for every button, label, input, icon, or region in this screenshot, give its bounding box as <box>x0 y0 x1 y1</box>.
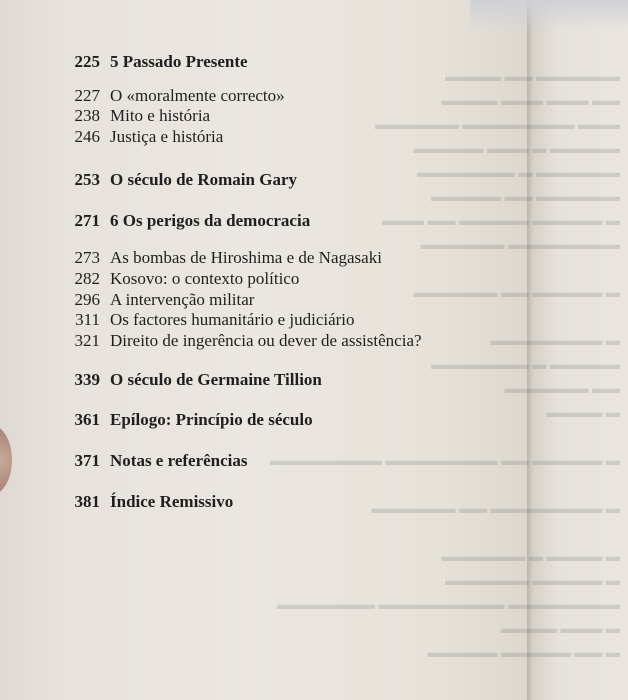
toc-page-number: 321 <box>74 331 100 350</box>
toc-title: Índice Remissivo <box>110 492 234 511</box>
toc-title: Notas e referências <box>110 451 248 470</box>
toc-page-number: 361 <box>74 410 100 429</box>
toc-title: O «moralmente correcto» <box>110 86 285 105</box>
toc-page-number: 238 <box>74 106 100 125</box>
toc-title: O século de Romain Gary <box>110 170 297 189</box>
toc-title: Kosovo: o contexto político <box>110 269 300 288</box>
toc-page-number: 227 <box>74 86 100 105</box>
toc-page-number: 271 <box>74 211 100 230</box>
toc-title: 5 Passado Presente <box>110 52 248 71</box>
toc-page-number: 311 <box>75 310 100 329</box>
toc-title: A intervenção militar <box>110 290 255 309</box>
toc-title: Justiça e história <box>110 127 224 146</box>
toc-page-number: 381 <box>74 492 100 511</box>
toc-page-number: 296 <box>74 290 100 309</box>
toc-page-number: 282 <box>74 269 100 288</box>
show-through-text: ▬▬▬▬▬▬ ▬▬ ▬▬▬▬ ▬▬ ▬▬▬ ▬▬▬ ▬▬▬▬ ▬▬▬ ▬▬▬▬▬▬▬▬ ▬▬▬▬▬▬ ▬▬▬▬▬ ▬ ▬▬▬ ▬▬▬▬▬ ▬▬▬▬▬▬ ▬ ▬▬▬▬▬▬▬ ▬▬▬▬▬▬ ▬▬ ▬▬▬▬▬ ▬ ▬▬▬▬▬ ▬▬▬▬▬ ▬▬ ▬▬▬ ▬▬▬▬▬▬▬▬ ▬▬▬▬▬▬ ▬ ▬▬▬▬▬ ▬▬ ▬▬▬▬▬▬ ▬ ▬▬▬▬▬▬▬▬ ▬▬▬▬▬ ▬ ▬▬▬▬▬▬▬ ▬▬ ▬▬▬▬▬▬ ▬ ▬▬▬▬ ▬ ▬▬▬▬▬ ▬▬ ▬▬▬▬▬▬▬▬ ▬▬▬▬▬▬▬▬ ▬ ▬▬▬▬▬▬▬▬ ▬▬ ▬▬▬▬▬▬ ▬ ▬▬▬▬ ▬ ▬▬▬▬▬▬ ▬ ▬▬▬▬▬ ▬▬▬▬▬▬ ▬▬▬▬▬▬▬▬ ▬▬▬▬▬▬▬▬▬ ▬▬▬▬▬▬▬ ▬ ▬▬▬ ▬▬▬▬ ▬ ▬▬ ▬▬▬▬▬ ▬▬▬▬▬ <box>270 70 620 661</box>
toc-page-number: 253 <box>74 170 100 189</box>
toc-title: 6 Os perigos da democracia <box>110 211 311 230</box>
toc-page-number: 273 <box>74 248 100 267</box>
toc-title: Epílogo: Princípio de século <box>110 410 313 429</box>
toc-page-number: 371 <box>74 451 100 470</box>
toc-page-number: 339 <box>74 370 100 389</box>
toc-page-number: 246 <box>74 127 100 146</box>
toc-title: O século de Germaine Tillion <box>110 370 322 389</box>
toc-title: Direito de ingerência ou dever de assistência? <box>110 331 422 350</box>
toc-page-number: 225 <box>74 52 100 71</box>
toc-title: As bombas de Hiroshima e de Nagasaki <box>110 248 382 267</box>
toc-title: Os factores humanitário e judiciário <box>110 310 355 329</box>
toc-title: Mito e história <box>110 106 211 125</box>
